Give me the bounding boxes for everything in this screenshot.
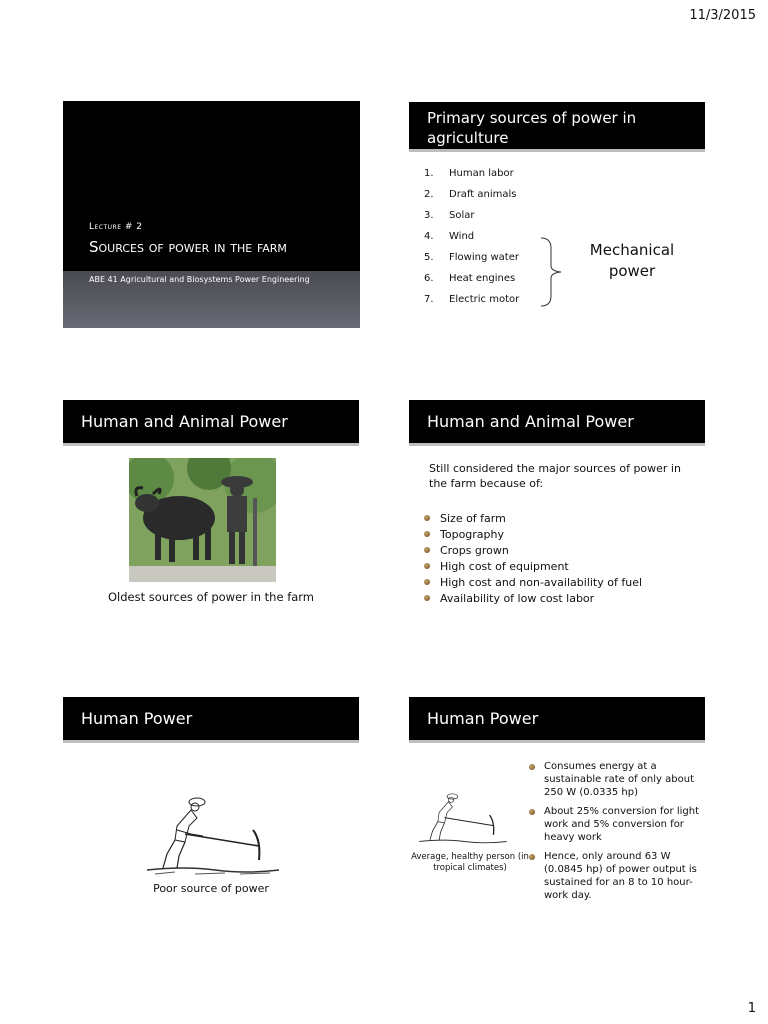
intro-text: Still considered the major sources of power in the farm because of:: [429, 462, 681, 490]
bullet-icon: [424, 547, 430, 553]
list-item: Consumes energy at a sustainable rate of only about 250 W (0.0335 hp): [529, 760, 699, 799]
mechanical-power-label: Mechanical power: [589, 241, 675, 280]
carabao-statue-photo: [129, 458, 276, 582]
bullet-icon: [424, 563, 430, 569]
slide-title: Primary sources of power in agriculture: [409, 102, 705, 152]
bullet-icon: [424, 515, 430, 521]
human-power-facts-list: [529, 760, 699, 908]
list-item: 2. Draft animals: [424, 189, 517, 200]
page-number: 1: [747, 1001, 756, 1016]
list-item: Availability of low cost labor: [424, 590, 642, 606]
slide-title: Human and Animal Power: [63, 400, 359, 446]
list-item: 3. Solar: [424, 210, 475, 221]
list-item: About 25% conversion for light work and 5% conversion for heavy work: [529, 805, 699, 844]
list-item: Topography: [424, 526, 642, 542]
reasons-list: [424, 510, 642, 606]
print-date: 11/3/2015: [689, 8, 756, 23]
slide-title: Human Power: [409, 697, 705, 743]
bullet-icon: [424, 595, 430, 601]
photo-caption: Oldest sources of power in the farm: [107, 590, 315, 604]
list-item: 6. Heat engines: [424, 273, 516, 284]
figure-caption: Average, healthy person (in tropical climates): [411, 852, 529, 873]
slide-title: Human and Animal Power: [409, 400, 705, 446]
list-item: 5. Flowing water: [424, 252, 519, 263]
presentation-title: Sources of power in the farm: [89, 238, 287, 256]
list-item: 4. Wind: [424, 231, 475, 242]
slide-primary-sources: [409, 102, 705, 152]
list-item: Hence, only around 63 W (0.0845 hp) of power output is sustained for an 8 to 10 hour-work day.: [529, 850, 699, 902]
power-sources-list: [424, 168, 519, 315]
slide-title: Human Power: [63, 697, 359, 743]
slide-human-animal-1: [63, 400, 359, 446]
slide-human-animal-2: [409, 400, 705, 446]
list-item: High cost and non-availability of fuel: [424, 574, 642, 590]
bullet-icon: [529, 764, 535, 770]
list-item: 1. Human labor: [424, 168, 514, 179]
bullet-icon: [424, 579, 430, 585]
bullet-icon: [424, 531, 430, 537]
lecture-number: Lecture # 2: [89, 222, 143, 232]
farmer-with-hoe-small-illustration: [418, 786, 508, 848]
list-item: 7. Electric motor: [424, 294, 520, 305]
bullet-icon: [529, 854, 535, 860]
list-item: Size of farm: [424, 510, 642, 526]
slide-human-power-2: [409, 697, 705, 743]
slide-title-slide: [63, 101, 360, 328]
bullet-icon: [529, 809, 535, 815]
list-item: Crops grown: [424, 542, 642, 558]
curly-brace-icon: [539, 236, 569, 308]
slide-human-power-1: [63, 697, 359, 743]
course-subtitle: ABE 41 Agricultural and Biosystems Power Engineering: [89, 275, 310, 284]
farmer-with-hoe-illustration: [145, 790, 281, 876]
illustration-caption: Poor source of power: [153, 882, 269, 895]
list-item: High cost of equipment: [424, 558, 642, 574]
